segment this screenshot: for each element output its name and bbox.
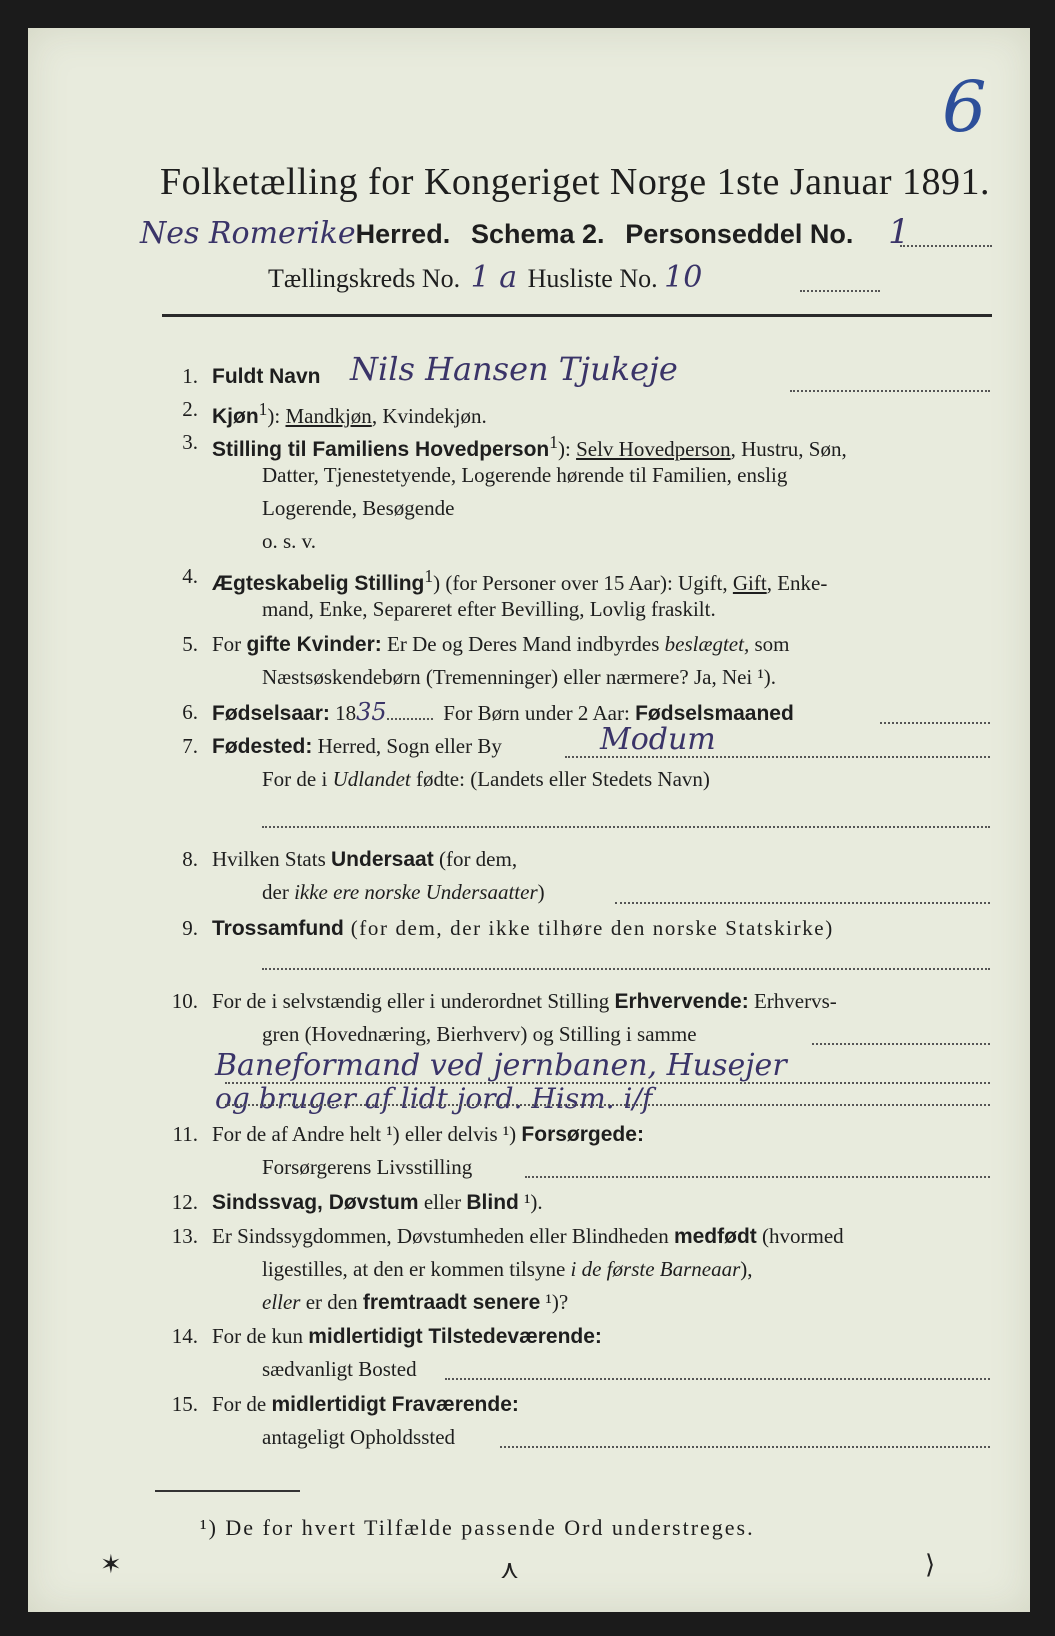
item-number: 3. [182,430,198,454]
item-number: 5. [182,632,198,656]
q5-pre: For [212,632,247,656]
birth-month-label: Fødselsmaaned [635,702,794,725]
birthplace-text: Herred, Sogn eller By [312,734,502,758]
citizenship-label: Undersaat [331,848,434,871]
q5-line-2: Næstsøskendebørn (Tremenninger) eller nærmere? Ja, Nei ¹). [262,665,777,689]
item-number: 15. [171,1392,198,1416]
kreds-label: Tællingskreds No. [268,264,461,293]
blind-label: Blind [466,1191,519,1214]
q6-mid: For Børn under 2 Aar: [443,701,636,725]
probable-stay-dotted-line [500,1446,990,1448]
item-number: 11. [172,1122,198,1146]
sex-options: , Kvindekjøn. [371,404,487,428]
occupation-dotted-line-1 [812,1043,990,1045]
religion-label: Trossamfund [212,917,344,940]
q8-line2-italic: ikke ere norske Undersaatter [294,880,538,904]
q10-line-2: gren (Hovednæring, Bierhverv) og Stilling i samme [262,1022,697,1046]
q8-line2-end: ) [537,880,545,904]
abroad-dotted-line [262,826,990,828]
form-title: Folketælling for Kongeriget Norge 1ste Januar 1891. [160,161,991,203]
occupation-answer-1: Baneformand ved jernbanen, Husejer [215,1048,787,1083]
herred-handwritten: Nes Romerike [140,216,356,251]
personseddel-label: Personseddel No. [625,219,854,249]
supported-label: Forsørgede: [521,1123,644,1146]
position-options-2: Datter, Tjenestetyende, Logerende hørende til Familien, enslig [262,463,788,487]
marital-text: ) (for Personer over 15 Aar): Ugift, [433,571,733,595]
header-rule [162,314,992,317]
later-onset-label: fremtraadt senere [362,1291,541,1314]
q10-text: Erhvervs- [748,989,837,1013]
husliste-number: 10 [664,260,703,295]
q12-end: ¹). [518,1190,543,1214]
marital-options-2: mand, Enke, Separeret efter Bevilling, Lovlig fraskilt. [262,597,716,621]
header-line-herred [140,212,910,252]
abroad-pre: For de i [262,767,333,791]
q8-pre: Hvilken Stats [212,847,331,871]
abroad-italic: Udlandet [332,767,411,791]
married-women-label: gifte Kvinder: [246,633,382,656]
herred-label: Herred. [355,219,451,249]
marital-label: Ægteskabelig Stilling [212,572,425,595]
husliste-label: Husliste No. [527,264,658,293]
item-number: 2. [182,397,198,421]
probable-stay-label: antageligt Opholdssted [262,1425,456,1449]
provider-occupation-label: Forsørgerens Livsstilling [262,1155,473,1179]
schema-label: Schema 2. [470,219,605,249]
marital-selected: Gift [732,571,767,595]
occupation-dotted-line-3 [225,1104,990,1106]
congenital-label: medfødt [673,1225,757,1248]
footnote-ref: 1 [258,399,268,419]
birthplace-dotted-line [565,756,990,758]
center-mark: ⋏ [500,1555,520,1584]
temporary-absent-label: midlertidigt Fraværende: [271,1393,519,1416]
q8-line2-pre: der [262,880,295,904]
corner-mark-left: ✶ [100,1550,122,1579]
q13-line2: ligestilles, at den er kommen tilsyne [262,1257,571,1281]
item-number: 6. [182,700,198,724]
q5-text-end: som [749,632,790,656]
position-text: ): [557,437,577,461]
q13-line3-end: ¹)? [540,1290,569,1314]
q13-text: (hvormed [756,1224,844,1248]
birth-year-answer: 35 [356,698,387,726]
birthplace-label: Fødested: [212,735,313,758]
abroad-text: fødte: (Landets eller Stedets Navn) [410,767,710,791]
citizenship-dotted-line [615,902,990,904]
item-number: 13. [171,1224,198,1248]
item-number: 1. [182,364,198,388]
personseddel-number: 1 [888,212,910,252]
q13-line3-italic: eller [262,1290,301,1314]
sex-label: Kjøn [212,405,259,428]
position-options-3: Logerende, Besøgende [262,496,455,520]
q5-text: Er De og Deres Mand indbyrdes [381,632,665,656]
item-number: 12. [171,1190,198,1214]
provider-dotted-line [525,1176,990,1178]
item-number: 4. [182,564,198,588]
item-number: 9. [182,916,198,940]
q10-pre: For de i selvstændig eller i underordnet Stilling [212,989,615,1013]
birthplace-answer: Modum [600,722,716,757]
usual-residence-label: sædvanligt Bosted [262,1357,417,1381]
marital-options: , Enke- [766,571,828,595]
full-name-answer: Nils Hansen Tjukeje [350,350,678,388]
kreds-number: 1 a [470,260,518,295]
q5-italic: beslægtet, [664,632,750,656]
personseddel-dotted-line [900,245,992,247]
footnote-ref: 1 [424,566,434,586]
position-options-4: o. s. v. [262,529,317,553]
q12-or: eller [418,1190,467,1214]
religion-dotted-line [262,968,990,970]
religion-text: (for dem, der ikke tilhøre den norske Statskirke) [343,916,834,940]
q13-line2-end: ), [740,1257,753,1281]
disability-label: Sindssvag, Døvstum [212,1191,419,1214]
item-number: 10. [171,989,198,1013]
corner-mark-right: ⟩ [925,1550,936,1579]
q13-pre: Er Sindssygdommen, Døvstumheden eller Blindheden [212,1224,674,1248]
birth-year-prefix: 18 [329,701,357,725]
footnote-rule [155,1490,300,1492]
sex-selected: Mandkjøn [285,404,372,428]
header-line-kreds [268,260,702,295]
q14-pre: For de kun [212,1324,309,1348]
page-number: 6 [942,66,987,148]
full-name-dotted-line [790,390,990,392]
birth-year-label: Fødselsaar: [212,702,330,725]
position-selected: Selv Hovedperson [576,437,731,461]
q8-text: (for dem, [433,847,518,871]
occupation-label: Erhvervende: [614,990,749,1013]
position-options: , Hustru, Søn, [730,437,847,461]
birth-year-dots [387,718,433,720]
item-number: 7. [182,734,198,758]
temporary-present-label: midlertidigt Tilstedeværende: [308,1325,602,1348]
husliste-dotted-line [800,290,880,292]
birth-month-dotted-line [880,722,990,724]
full-name-label: Fuldt Navn [212,365,321,388]
occupation-answer-2: og bruger af lidt jord. Hism. i/f [215,1082,653,1115]
usual-residence-dotted-line [445,1378,990,1380]
sex-text: ): [267,404,286,428]
q15-pre: For de [212,1392,272,1416]
q13-line2-italic: i de første Barneaar [570,1257,741,1281]
footnote-ref: 1 [549,432,558,452]
footnote: ¹) De for hvert Tilfælde passende Ord understreges. [200,1515,755,1540]
q11-pre: For de af Andre helt ¹) eller delvis ¹) [212,1122,522,1146]
position-label: Stilling til Familiens Hovedperson [212,438,550,461]
item-number: 14. [171,1324,198,1348]
q13-line3: er den [300,1290,363,1314]
item-number: 8. [182,847,198,871]
